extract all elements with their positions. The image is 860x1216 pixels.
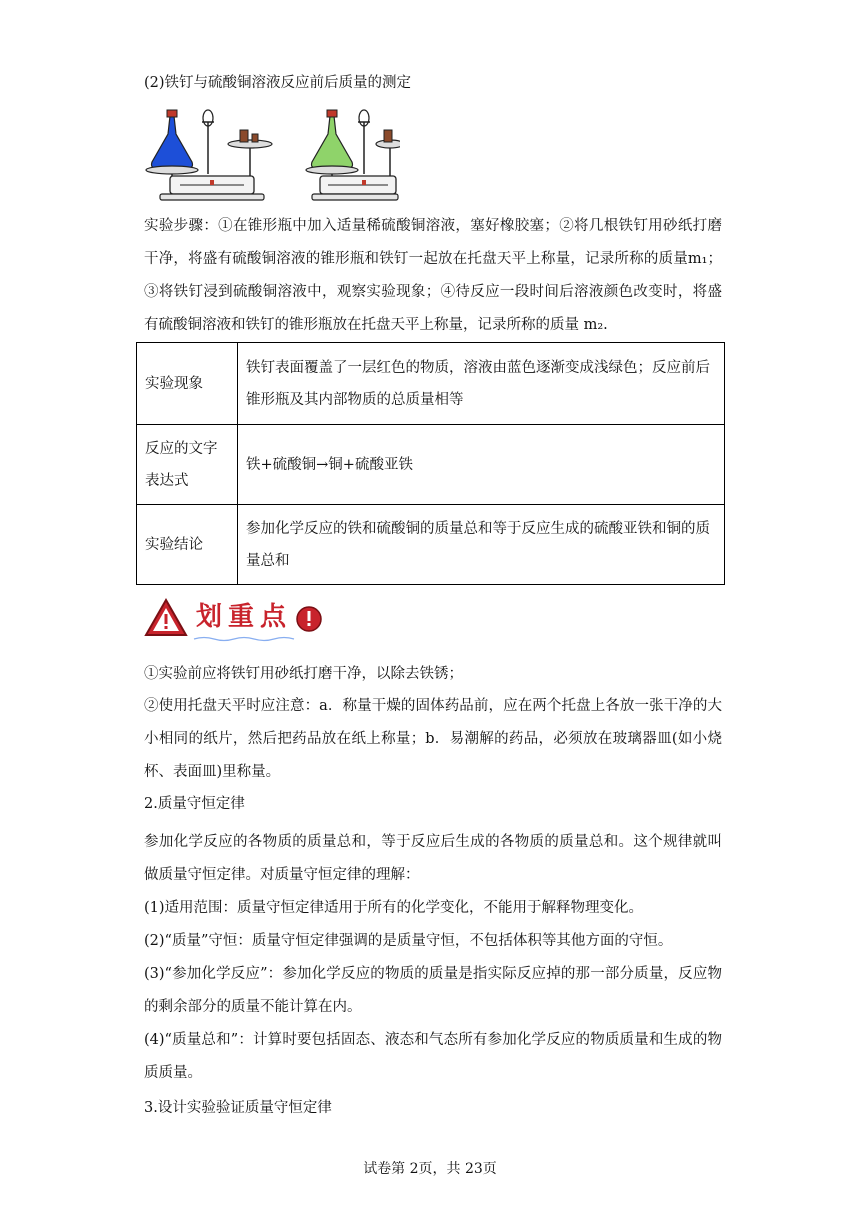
heading-mass-conservation: 2.质量守恒定律 (144, 796, 245, 812)
table-row (137, 343, 725, 425)
highlight-title: 划重点 (196, 602, 293, 632)
item-2: (2)“质量”守恒：质量守恒定律强调的是质量守恒，不包括体积等其他方面的守恒。 (144, 933, 673, 949)
balance-after-reaction (306, 110, 400, 200)
table-value: 铁钉表面覆盖了一层红色的物质，溶液由蓝色逐渐变成浅绿色；反应前后锥形瓶及其内部物质的总质量相等 (238, 343, 725, 425)
item-3: (3)“参加化学反应”：参加化学反应的物质的质量是指实际反应掉的那一部分质量，反应物的剩余部分的质量不能计算在内。 (144, 966, 722, 1015)
table-row (137, 505, 725, 585)
item-4: (4)“质量总和”：计算时要包括固态、液态和气态所有参加化学反应的物质质量和生成的物质质量。 (144, 1032, 722, 1081)
item-1: (1)适用范围：质量守恒定律适用于所有的化学变化，不能用于解释物理变化。 (144, 900, 644, 916)
heading-experiment-design: 3.设计实验验证质量守恒定律 (144, 1100, 332, 1116)
table-value: 参加化学反应的铁和硫酸铜的质量总和等于反应生成的硫酸亚铁和铜的质量总和 (238, 505, 725, 585)
table-key: 反应的文字表达式 (137, 425, 238, 505)
law-paragraph: 参加化学反应的各物质的质量总和，等于反应后生成的各物质的质量总和。这个规律就叫做质量守恒定律。对质量守恒定律的理解： (144, 834, 722, 883)
note-1: ①实验前应将铁钉用砂纸打磨干净，以除去铁锈； (144, 666, 463, 682)
balance-before-reaction (146, 110, 272, 200)
table-key: 实验现象 (137, 343, 238, 425)
flask-blue-icon (152, 116, 193, 168)
flask-green-icon (312, 116, 353, 168)
table-row (137, 425, 725, 505)
table-value: 铁+硫酸铜→铜+硫酸亚铁 (238, 425, 725, 505)
balance-figure (140, 104, 400, 204)
steps-paragraph: 实验步骤：①在锥形瓶中加入适量稀硫酸铜溶液，塞好橡胶塞；②将几根铁钉用砂纸打磨干净，将盛有硫酸铜溶液的锥形瓶和铁钉一起放在托盘天平上称量，记录所称的质量m₁；③将铁钉浸到硫酸铜溶液中，观察实验现象；④待反应一段时间后溶液颜色改变时，将盛有硫酸铜溶液和铁钉的锥形瓶放在托盘天平上称量，记录所称的质量 m₂. (144, 218, 722, 333)
experiment-table (136, 342, 725, 585)
note-2: ②使用托盘天平时应注意：a．称量干燥的固体药品前，应在两个托盘上各放一张干净的大小相同的纸片，然后把药品放在纸上称量；b．易潮解的药品，必须放在玻璃器皿(如小烧杯、表面皿)里称量。 (144, 698, 722, 780)
section-heading: (2)铁钉与硫酸铜溶液反应前后质量的测定 (144, 75, 412, 91)
table-key: 实验结论 (137, 505, 238, 585)
page-footer: 试卷第 2页，共 23页 (363, 1161, 497, 1177)
highlight-banner (144, 597, 344, 643)
